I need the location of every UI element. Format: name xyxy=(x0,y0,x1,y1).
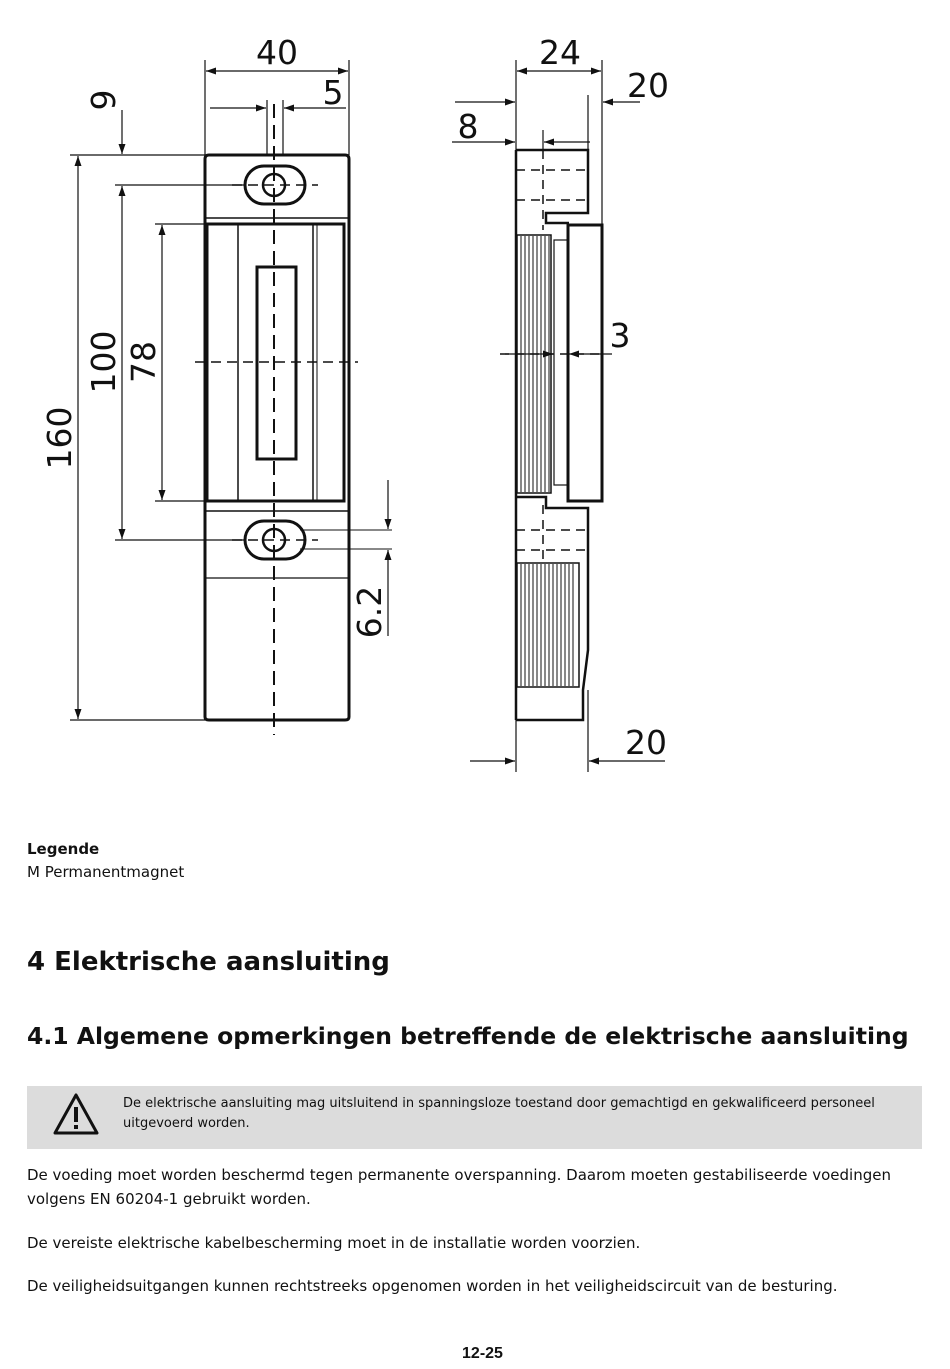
upper-grip-hatching xyxy=(521,236,549,492)
side-dimensions xyxy=(452,60,665,772)
paragraph-voeding: De voeding moet worden beschermd tegen permanente overspanning. Daarom moeten gestabiliseerde voedingen volgens EN 60204-1 gebruikt worden. xyxy=(27,1166,891,1208)
front-view xyxy=(195,104,392,735)
paragraph-kabelbescherming: De vereiste elektrische kabelbescherming moet in de installatie worden voorzien. xyxy=(27,1234,641,1252)
dim-front-offset: 5 xyxy=(322,73,344,112)
dim-side-top-right: 20 xyxy=(627,66,669,105)
dim-side-top-left: 8 xyxy=(457,107,479,146)
paragraph-veiligheidsuitgangen: De veiligheidsuitgangen kunnen rechtstreeks opgenomen worden in het veiligheidscircuit van de besturing. xyxy=(27,1277,838,1295)
dim-side-bottom: 20 xyxy=(625,723,667,762)
warning-text: De elektrische aansluiting mag uitsluitend in spanningsloze toestand door gemachtigd en gekwalificeerd personeel uitgevoerd worden. xyxy=(123,1096,875,1131)
page-number: 12-25 xyxy=(462,1345,503,1362)
dim-hole-spacing: 100 xyxy=(84,330,123,394)
dim-side-width: 24 xyxy=(539,33,581,72)
subsection-heading: 4.1 Algemene opmerkingen betreffende de elektrische aansluiting xyxy=(27,1022,909,1050)
dim-front-width: 40 xyxy=(256,33,298,72)
warning-box xyxy=(27,1086,922,1149)
legend xyxy=(27,838,184,884)
legend-title: Legende xyxy=(27,840,100,858)
lower-grip-hatching xyxy=(521,564,573,686)
dim-side-gap: 3 xyxy=(609,316,631,355)
dim-hole-offset: 6.2 xyxy=(350,585,389,639)
section-heading: 4 Elektrische aansluiting xyxy=(27,947,390,977)
legend-item: M Permanentmagnet xyxy=(27,863,185,881)
dim-front-top: 9 xyxy=(84,89,123,111)
dim-magnet-length: 78 xyxy=(124,341,163,383)
warning-triangle-icon xyxy=(52,1092,100,1136)
side-view xyxy=(500,150,605,720)
dim-front-height: 160 xyxy=(40,406,79,470)
